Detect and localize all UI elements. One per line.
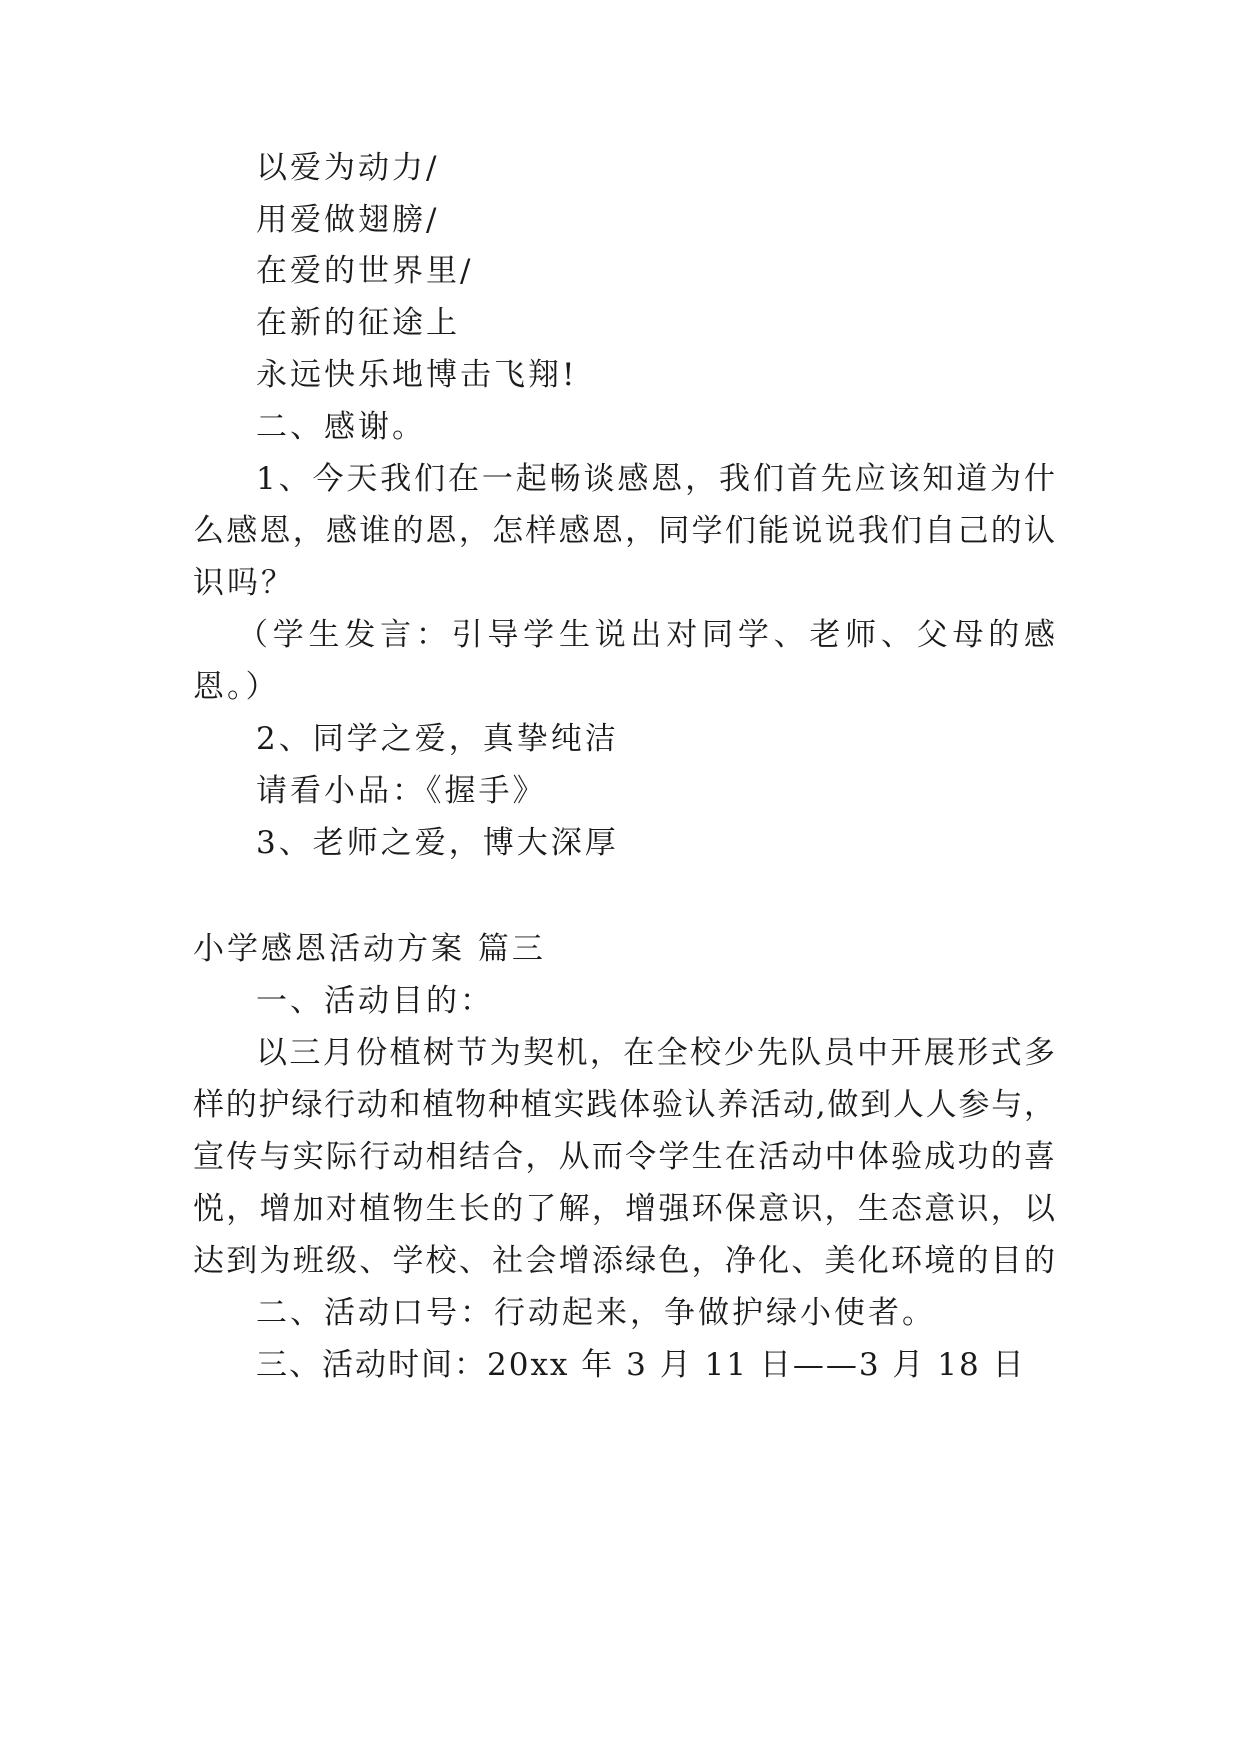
paragraph-line: （学生发言：引导学生说出对同学、老师、父母的感 xyxy=(237,617,1055,653)
paragraph-line: 达到为班级、学校、社会增添绿色，净化、美化环境的目的 xyxy=(193,1243,1055,1279)
poem-line: 在新的征途上 xyxy=(256,305,460,341)
poem-line: 永远快乐地博击飞翔! xyxy=(256,357,578,393)
section-title: 小学感恩活动方案 篇三 xyxy=(193,931,546,967)
section-heading: 二、感谢。 xyxy=(256,409,426,445)
paragraph-line: 请看小品：《握手》 xyxy=(256,773,547,809)
paragraph-line: 识吗？ xyxy=(193,565,295,601)
paragraph-line: 样的护绿行动和植物种植实践体验认养活动,做到人人参与， xyxy=(193,1087,1055,1123)
paragraph-line: 二、活动口号：行动起来，争做护绿小使者。 xyxy=(256,1295,936,1331)
paragraph-line: 三、活动时间：20xx 年 3 月 11 日——3 月 18 日 xyxy=(256,1347,1026,1383)
paragraph-line: 1、今天我们在一起畅谈感恩，我们首先应该知道为什 xyxy=(256,461,1055,497)
document-page xyxy=(193,0,1055,1754)
section-heading: 一、活动目的： xyxy=(256,983,494,1019)
paragraph-line: 悦，增加对植物生长的了解，增强环保意识，生态意识，以 xyxy=(193,1191,1055,1227)
paragraph-line: 3、老师之爱，博大深厚 xyxy=(256,825,619,861)
paragraph-line: 2、同学之爱，真挚纯洁 xyxy=(256,721,619,757)
paragraph-line: 宣传与实际行动相结合，从而令学生在活动中体验成功的喜 xyxy=(193,1139,1055,1175)
paragraph-line: 恩。） xyxy=(193,669,280,705)
poem-line: 用爱做翅膀/ xyxy=(256,202,440,238)
poem-line: 以爱为动力/ xyxy=(256,150,440,186)
paragraph-line: 以三月份植树节为契机，在全校少先队员中开展形式多 xyxy=(256,1035,1055,1071)
paragraph-line: 么感恩，感谁的恩，怎样感恩，同学们能说说我们自己的认 xyxy=(193,513,1055,549)
poem-line: 在爱的世界里/ xyxy=(256,253,474,289)
